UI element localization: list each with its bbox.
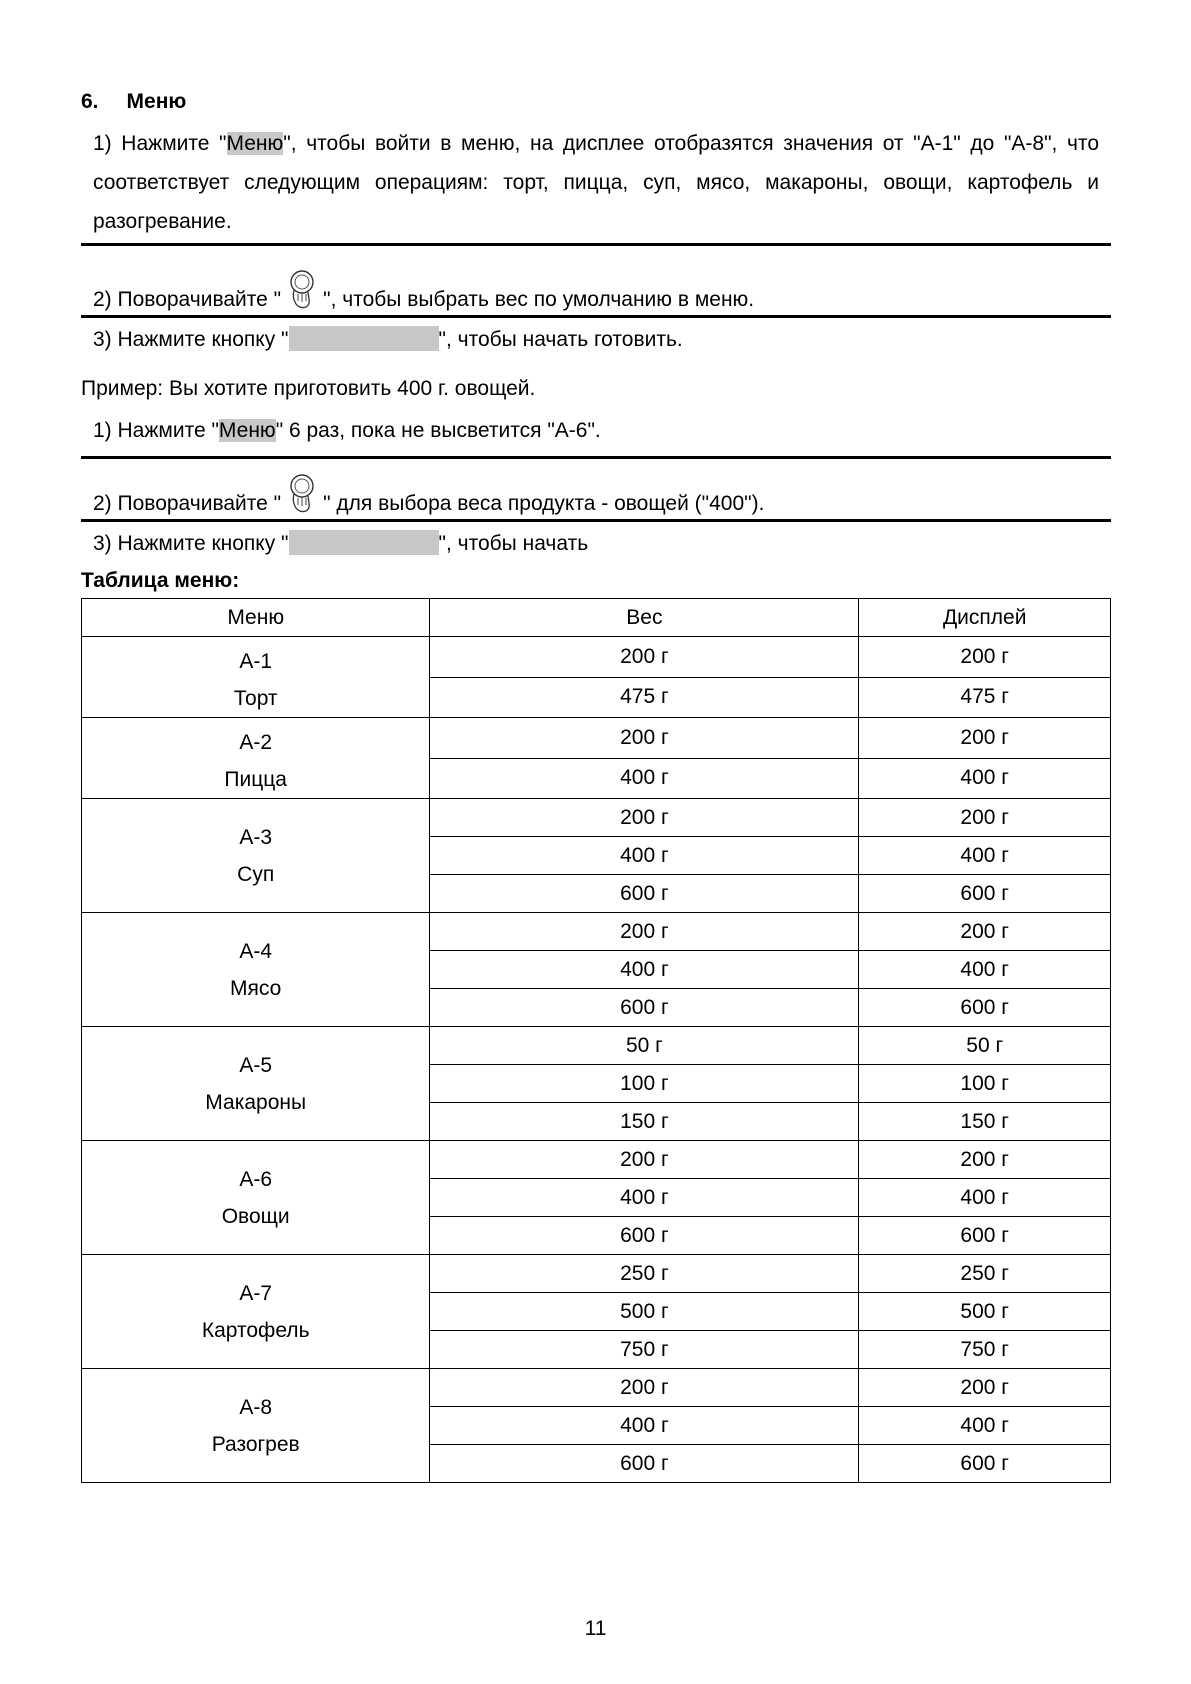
header-menu: Меню bbox=[82, 599, 430, 637]
menu-button-label: Меню bbox=[218, 419, 276, 442]
weight-cell: 200 г bbox=[430, 913, 859, 951]
table-title: Таблица меню: bbox=[81, 569, 240, 592]
section-number: 6. bbox=[81, 90, 99, 113]
weight-cell: 400 г bbox=[430, 1407, 859, 1445]
display-cell: 150 г bbox=[859, 1103, 1111, 1141]
weight-cell: 600 г bbox=[430, 1445, 859, 1483]
display-cell: 100 г bbox=[859, 1065, 1111, 1103]
display-cell: 475 г bbox=[859, 677, 1111, 718]
weight-cell: 200 г bbox=[430, 718, 859, 759]
weight-cell: 400 г bbox=[430, 951, 859, 989]
menu-code: А-6 bbox=[239, 1168, 273, 1191]
display-cell: 500 г bbox=[859, 1293, 1111, 1331]
menu-item-cell bbox=[82, 799, 430, 913]
display-cell: 200 г bbox=[859, 1369, 1111, 1407]
weight-cell: 475 г bbox=[430, 677, 859, 718]
display-cell: 600 г bbox=[859, 1445, 1111, 1483]
header-weight: Вес bbox=[430, 599, 859, 637]
display-cell: 600 г bbox=[859, 875, 1111, 913]
table-row bbox=[82, 799, 1111, 837]
menu-code: А-8 bbox=[239, 1396, 273, 1419]
display-cell: 200 г bbox=[859, 1141, 1111, 1179]
menu-item-cell bbox=[82, 637, 430, 718]
weight-cell: 600 г bbox=[430, 989, 859, 1027]
table-row bbox=[82, 1255, 1111, 1293]
menu-name: Картофель bbox=[201, 1319, 310, 1342]
menu-name: Овощи bbox=[221, 1205, 290, 1228]
menu-item-cell bbox=[82, 1141, 430, 1255]
weight-cell: 500 г bbox=[430, 1293, 859, 1331]
menu-item-cell bbox=[82, 1369, 430, 1483]
menu-name: Разогрев bbox=[211, 1433, 300, 1456]
table-row bbox=[82, 1369, 1111, 1407]
weight-cell: 600 г bbox=[430, 875, 859, 913]
display-cell: 400 г bbox=[859, 1407, 1111, 1445]
menu-table bbox=[81, 598, 1111, 1483]
weight-cell: 400 г bbox=[430, 837, 859, 875]
divider bbox=[81, 456, 1111, 459]
display-cell: 200 г bbox=[859, 637, 1111, 678]
weight-cell: 100 г bbox=[430, 1065, 859, 1103]
divider bbox=[81, 243, 1111, 246]
display-cell: 600 г bbox=[859, 1217, 1111, 1255]
table-row bbox=[82, 1027, 1111, 1065]
menu-button-label: Меню bbox=[226, 132, 284, 155]
menu-name: Суп bbox=[237, 863, 275, 886]
dial-knob-icon bbox=[282, 472, 322, 516]
display-cell: 400 г bbox=[859, 758, 1111, 799]
menu-code: А-7 bbox=[239, 1282, 273, 1305]
header-display: Дисплей bbox=[859, 599, 1111, 637]
table-row bbox=[82, 637, 1111, 678]
menu-name: Пицца bbox=[224, 768, 287, 791]
weight-cell: 50 г bbox=[430, 1027, 859, 1065]
display-cell: 400 г bbox=[859, 837, 1111, 875]
step1-paragraph: 1) Нажмите "Меню", чтобы войти в меню, на дисплее отобразятся значения от "А-1" до "А-8", что соответствует следующим операциям: торт, пицца, суп, мясо, макароны, овощи, картофель и разогревание. bbox=[93, 132, 1099, 233]
menu-name: Мясо bbox=[230, 977, 282, 1000]
start-button-placeholder bbox=[289, 326, 439, 351]
menu-item-cell bbox=[82, 718, 430, 799]
menu-item-cell bbox=[82, 1255, 430, 1369]
start-button-placeholder bbox=[289, 530, 439, 555]
weight-cell: 750 г bbox=[430, 1331, 859, 1369]
example-step1: 1) Нажмите "Меню" 6 раз, пока не высветится "А-6". bbox=[93, 419, 601, 442]
menu-code: А-2 bbox=[239, 731, 273, 754]
step2: 2) Поворачивайте " ", чтобы выбрать вес по умолчанию в меню. bbox=[93, 268, 754, 312]
divider bbox=[81, 519, 1111, 522]
display-cell: 250 г bbox=[859, 1255, 1111, 1293]
menu-name: Макароны bbox=[205, 1091, 307, 1114]
menu-code: А-5 bbox=[239, 1054, 273, 1077]
table-row bbox=[82, 1141, 1111, 1179]
example-step3: 3) Нажмите кнопку " ", чтобы начать bbox=[93, 532, 589, 555]
page-number: 11 bbox=[584, 1617, 607, 1640]
menu-name: Торт bbox=[233, 687, 278, 710]
menu-code: А-3 bbox=[239, 826, 273, 849]
weight-cell: 200 г bbox=[430, 637, 859, 678]
table-row bbox=[82, 718, 1111, 759]
weight-cell: 150 г bbox=[430, 1103, 859, 1141]
weight-cell: 600 г bbox=[430, 1217, 859, 1255]
example-intro: Пример: Вы хотите приготовить 400 г. овощей. bbox=[81, 377, 536, 400]
step3: 3) Нажмите кнопку " ", чтобы начать готовить. bbox=[93, 328, 683, 351]
display-cell: 200 г bbox=[859, 718, 1111, 759]
display-cell: 600 г bbox=[859, 989, 1111, 1027]
divider bbox=[81, 315, 1111, 318]
display-cell: 750 г bbox=[859, 1331, 1111, 1369]
weight-cell: 250 г bbox=[430, 1255, 859, 1293]
display-cell: 50 г bbox=[859, 1027, 1111, 1065]
display-cell: 200 г bbox=[859, 799, 1111, 837]
menu-item-cell bbox=[82, 913, 430, 1027]
weight-cell: 400 г bbox=[430, 758, 859, 799]
display-cell: 400 г bbox=[859, 1179, 1111, 1217]
display-cell: 200 г bbox=[859, 913, 1111, 951]
dial-knob-icon bbox=[282, 268, 322, 312]
weight-cell: 200 г bbox=[430, 1141, 859, 1179]
weight-cell: 200 г bbox=[430, 1369, 859, 1407]
menu-code: А-1 bbox=[239, 650, 273, 673]
weight-cell: 200 г bbox=[430, 799, 859, 837]
table-header-row bbox=[82, 599, 1111, 637]
weight-cell: 400 г bbox=[430, 1179, 859, 1217]
display-cell: 400 г bbox=[859, 951, 1111, 989]
section-title: Меню bbox=[126, 90, 187, 113]
menu-item-cell bbox=[82, 1027, 430, 1141]
example-step2: 2) Поворачивайте " " для выбора веса продукта - овощей ("400"). bbox=[93, 472, 764, 516]
menu-code: А-4 bbox=[239, 940, 273, 963]
section-heading bbox=[81, 90, 186, 114]
table-row bbox=[82, 913, 1111, 951]
